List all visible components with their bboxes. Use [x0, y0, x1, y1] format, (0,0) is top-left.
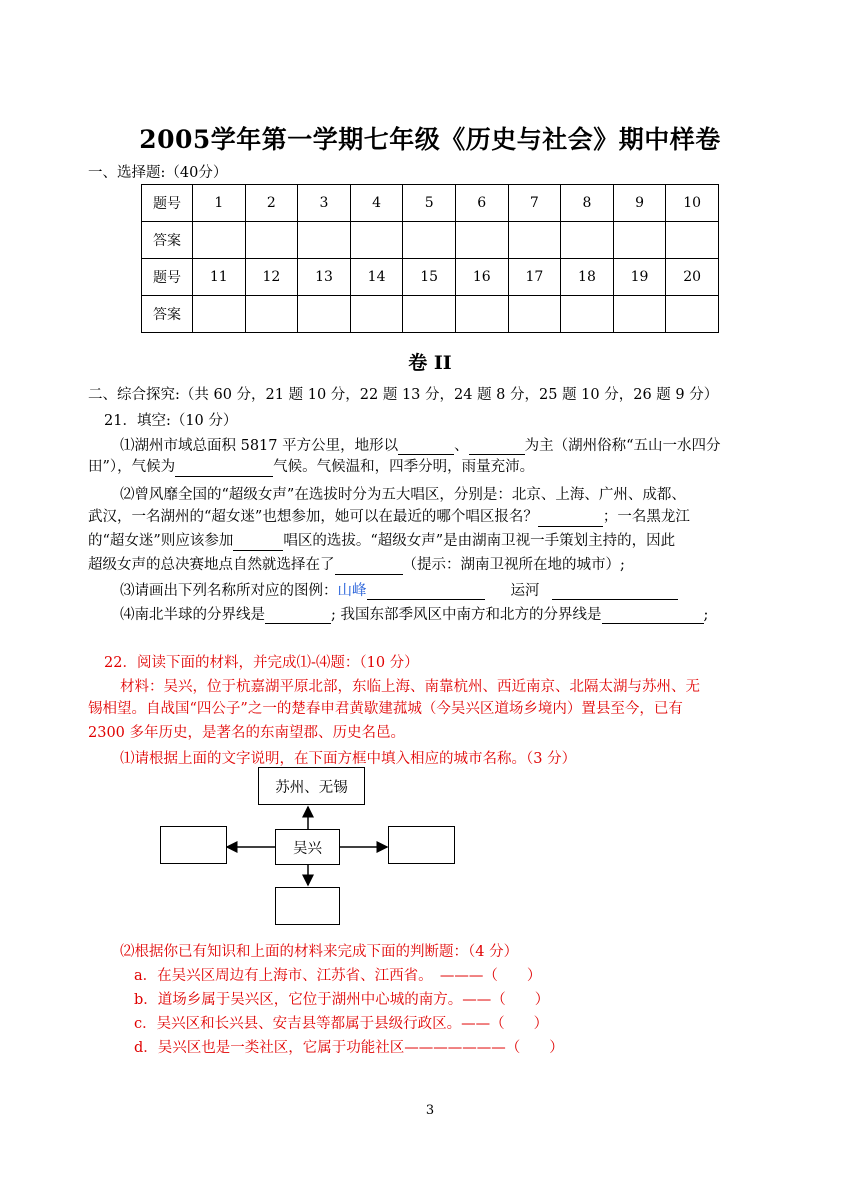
page-number: 3	[425, 1103, 435, 1118]
q21-p1-sep: 、	[454, 438, 469, 454]
blank-north-south-line[interactable]	[602, 607, 704, 624]
juan-heading: 卷 II	[408, 352, 452, 374]
q22-title: 22．阅读下面的材料，并完成⑴-⑷题：（10 分）	[104, 655, 419, 671]
question-number-cell: 14	[350, 259, 403, 296]
answer-cell[interactable]	[245, 222, 298, 259]
q21-p1-text: ⑴湖州市域总面积 5817 平方公里，地形以	[120, 438, 399, 454]
answer-cell[interactable]	[508, 296, 561, 333]
answer-cell[interactable]	[403, 222, 456, 259]
q22-material-line3: 2300 多年历史，是著名的东南望郡、历史名邑。	[88, 725, 406, 741]
q21-p1-text3: 田”），气候为	[88, 459, 176, 475]
box-south[interactable]	[275, 887, 340, 925]
q21-part4	[120, 603, 708, 624]
q22-material-line2: 锡相望。自战国“四公子”之一的楚春申君黄歇建菰城（今吴兴区道场乡境内）置县至今，已有	[88, 701, 683, 717]
section1-heading: 一、选择题:（40分）	[88, 165, 228, 181]
answer-cell[interactable]	[403, 296, 456, 333]
q22-material-line1: 材料：吴兴，位于杭嘉湖平原北部，东临上海、南靠杭州、西近南京、北隔太湖与苏州、无	[120, 679, 700, 695]
answer-cell[interactable]	[350, 222, 403, 259]
answer-table-row-label: 题号	[142, 259, 193, 296]
blank-hemisphere-line[interactable]	[265, 607, 331, 624]
blank-region-huzhou[interactable]	[538, 510, 603, 527]
q21-p2-text3: 的“超女迷”则应该参加	[88, 533, 234, 549]
q21-p2-text4: 唱区的选拔。“超级女声”是由湖南卫视一手策划主持的，因此	[283, 533, 676, 549]
question-number-cell: 8	[561, 185, 614, 222]
q22-question1: ⑴请根据上面的文字说明，在下面方框中填入相应的城市名称。（3 分）	[120, 751, 577, 767]
answer-table-row	[142, 296, 719, 333]
box-east[interactable]	[388, 826, 455, 864]
answer-cell[interactable]	[193, 222, 246, 259]
blank-legend-mountain[interactable]	[367, 583, 485, 600]
q21-p4-text3: ;	[703, 607, 709, 623]
section2-heading: 二、综合探究:（共 60 分，21 题 10 分，22 题 13 分，24 题 8 分，25 题 10 分，26 题 9 分）	[88, 387, 719, 403]
judge-item-b: b．道场乡属于吴兴区，它位于湖州中心城的南方。——（ ）	[134, 992, 550, 1008]
answer-table	[141, 184, 719, 333]
question-number-cell: 17	[508, 259, 561, 296]
q21-part1-line2	[88, 457, 534, 477]
q21-title: 21．填空:（10 分）	[104, 413, 238, 429]
question-number-cell: 15	[403, 259, 456, 296]
question-number-cell: 6	[455, 185, 508, 222]
q21-p2-text: 武汉，一名湖州的“超女迷”也想参加，她可以在最近的哪个唱区报名？	[88, 509, 538, 525]
question-number-cell: 10	[666, 185, 719, 222]
question-number-cell: 11	[193, 259, 246, 296]
q21-p2-text2: ；一名黑龙江	[602, 509, 690, 525]
answer-table-row	[142, 259, 719, 296]
answer-cell[interactable]	[561, 222, 614, 259]
blank-region-heilongjiang[interactable]	[233, 534, 283, 551]
box-center: 吴兴	[275, 829, 340, 865]
answer-cell[interactable]	[245, 296, 298, 333]
answer-cell[interactable]	[561, 296, 614, 333]
answer-table-row-label: 答案	[142, 296, 193, 333]
box-west[interactable]	[160, 826, 227, 864]
judge-item-c: c．吴兴区和长兴县、安吉县等都属于县级行政区。——（ ）	[134, 1016, 549, 1032]
answer-cell[interactable]	[455, 222, 508, 259]
q21-p2-text5: 超级女声的总决赛地点自然就选择在了	[88, 557, 335, 573]
box-north: 苏州、无锡	[258, 767, 365, 805]
q22-question2: ⑵根据你已有知识和上面的材料来完成下面的判断题：（4 分）	[120, 944, 519, 960]
question-number-cell: 18	[561, 259, 614, 296]
answer-cell[interactable]	[298, 296, 351, 333]
blank-legend-canal[interactable]	[552, 583, 678, 600]
question-number-cell: 9	[613, 185, 666, 222]
blank-final-city[interactable]	[335, 558, 403, 575]
question-number-cell: 7	[508, 185, 561, 222]
question-number-cell: 16	[455, 259, 508, 296]
answer-cell[interactable]	[508, 222, 561, 259]
answer-table-row-label: 答案	[142, 222, 193, 259]
q21-part2-line4	[88, 555, 625, 575]
answer-cell[interactable]	[613, 222, 666, 259]
question-number-cell: 5	[403, 185, 456, 222]
answer-table-row	[142, 185, 719, 222]
q21-part3	[120, 579, 678, 600]
question-number-cell: 20	[666, 259, 719, 296]
legend-mountain-label: 山峰	[337, 583, 367, 599]
page-title: 2005学年第一学期七年级《历史与社会》期中样卷	[139, 125, 721, 154]
question-number-cell: 2	[245, 185, 298, 222]
q21-p4-text: ⑷南北半球的分界线是	[120, 607, 265, 623]
answer-table-row-label: 题号	[142, 185, 193, 222]
question-number-cell: 19	[613, 259, 666, 296]
q21-p4-text2: ; 我国东部季风区中南方和北方的分界线是	[331, 607, 602, 623]
blank-climate[interactable]	[175, 460, 273, 477]
answer-cell[interactable]	[666, 296, 719, 333]
answer-cell[interactable]	[666, 222, 719, 259]
answer-cell[interactable]	[613, 296, 666, 333]
question-number-cell: 3	[298, 185, 351, 222]
blank-terrain-1[interactable]	[398, 438, 454, 455]
q21-p3-text: ⑶请画出下列名称所对应的图例：	[120, 583, 338, 599]
q21-part1-line1	[120, 434, 721, 455]
answer-cell[interactable]	[350, 296, 403, 333]
answer-table-row	[142, 222, 719, 259]
q21-part2-line1: ⑵曾风靡全国的“超级女声”在选拔时分为五大唱区，分别是：北京、上海、广州、成都、	[120, 487, 686, 503]
answer-cell[interactable]	[455, 296, 508, 333]
answer-cell[interactable]	[298, 222, 351, 259]
q21-part2-line3	[88, 531, 675, 551]
legend-canal-label: 运河	[510, 583, 540, 599]
answer-cell[interactable]	[193, 296, 246, 333]
question-number-cell: 1	[193, 185, 246, 222]
q21-p1-text2: 为主（湖州俗称“五山一水四分	[524, 438, 721, 454]
blank-terrain-2[interactable]	[469, 438, 525, 455]
judge-item-a: a．在吴兴区周边有上海市、江苏省、江西省。 ———（ ）	[134, 968, 542, 984]
q21-p2-text6: （提示：湖南卫视所在地的城市）;	[402, 557, 625, 573]
question-number-cell: 4	[350, 185, 403, 222]
judge-item-d: d．吴兴区也是一类社区，它属于功能社区———————（ ）	[134, 1040, 564, 1056]
q21-p1-text4: 气候。气候温和，四季分明，雨量充沛。	[273, 459, 535, 475]
question-number-cell: 12	[245, 259, 298, 296]
q21-part2-line2	[88, 507, 690, 527]
question-number-cell: 13	[298, 259, 351, 296]
